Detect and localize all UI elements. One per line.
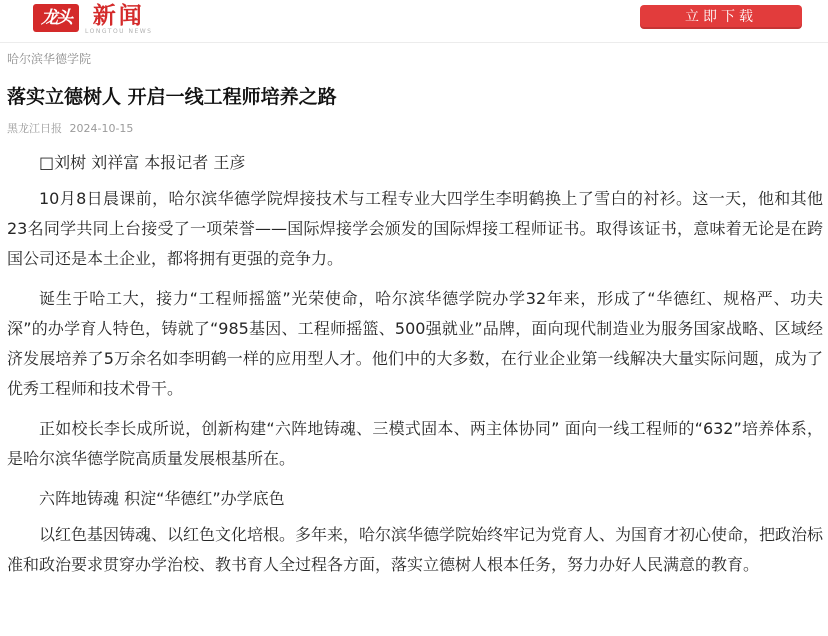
longtou-news-logo[interactable] [33,4,152,34]
app-header [0,0,828,42]
article-title: 落实立德树人 开启一线工程师培养之路 [7,86,337,108]
article-byline: □刘树 刘祥富 本报记者 王彦 [39,153,246,172]
logo-wordmark [85,4,152,35]
article-subheading: 六阵地铸魂 积淀“华德红”办学底色 [39,489,285,508]
channel-label[interactable]: 哈尔滨华德学院 [7,52,92,66]
article-paragraph: 正如校长李长成所说，创新构建“六阵地铸魂、三模式固本、两主体协同” 面向一线工程师的“632”培养体系，是哈尔滨华德学院高质量发展根基所在。 [7,419,823,468]
download-app-button[interactable]: 立即下载 [640,5,802,29]
article-paragraph: 以红色基因铸魂、以红色文化培根。多年来，哈尔滨华德学院始终牢记为党育人、为国育才初心使命，把政治标准和政治要求贯穿办学治校、教书育人全过程各方面，落实立德树人根本任务，努力办好人民满意的教育。 [7,525,824,574]
logo-seal: 龙头 [33,4,79,32]
article-paragraph: 10月8日晨课前，哈尔滨华德学院焊接技术与工程专业大四学生李明鹤换上了雪白的衬衫。这一天，他和其他23名同学共同上台接受了一项荣誉——国际焊接学会颁发的国际焊接工程师证书。取得该证书，意味着无论是在跨国公司还是本土企业，都将拥有更强的竞争力。 [7,189,823,268]
article-paragraph: 诞生于哈工大，接力“工程师摇篮”光荣使命，哈尔滨华德学院办学32年来，形成了“华德红、规格严、功夫深”的办学育人特色，铸就了“985基因、工程师摇篮、500强就业”品牌，面向现代制造业为服务国家战略、区域经济发展培养了5万余名如李明鹤一样的应用型人才。他们中的大多数，在行业企业第一线解决大量实际问题，成为了优秀工程师和技术骨干。 [7,289,823,398]
article-body [7,148,823,590]
article-meta [7,121,133,136]
header-divider [0,42,828,43]
article-source: 黑龙江日报 [7,122,62,135]
logo-sub-text: LONGTOU NEWS [85,28,153,35]
logo-main-text: 新闻 [92,3,145,29]
article-date: 2024-10-15 [69,122,134,135]
